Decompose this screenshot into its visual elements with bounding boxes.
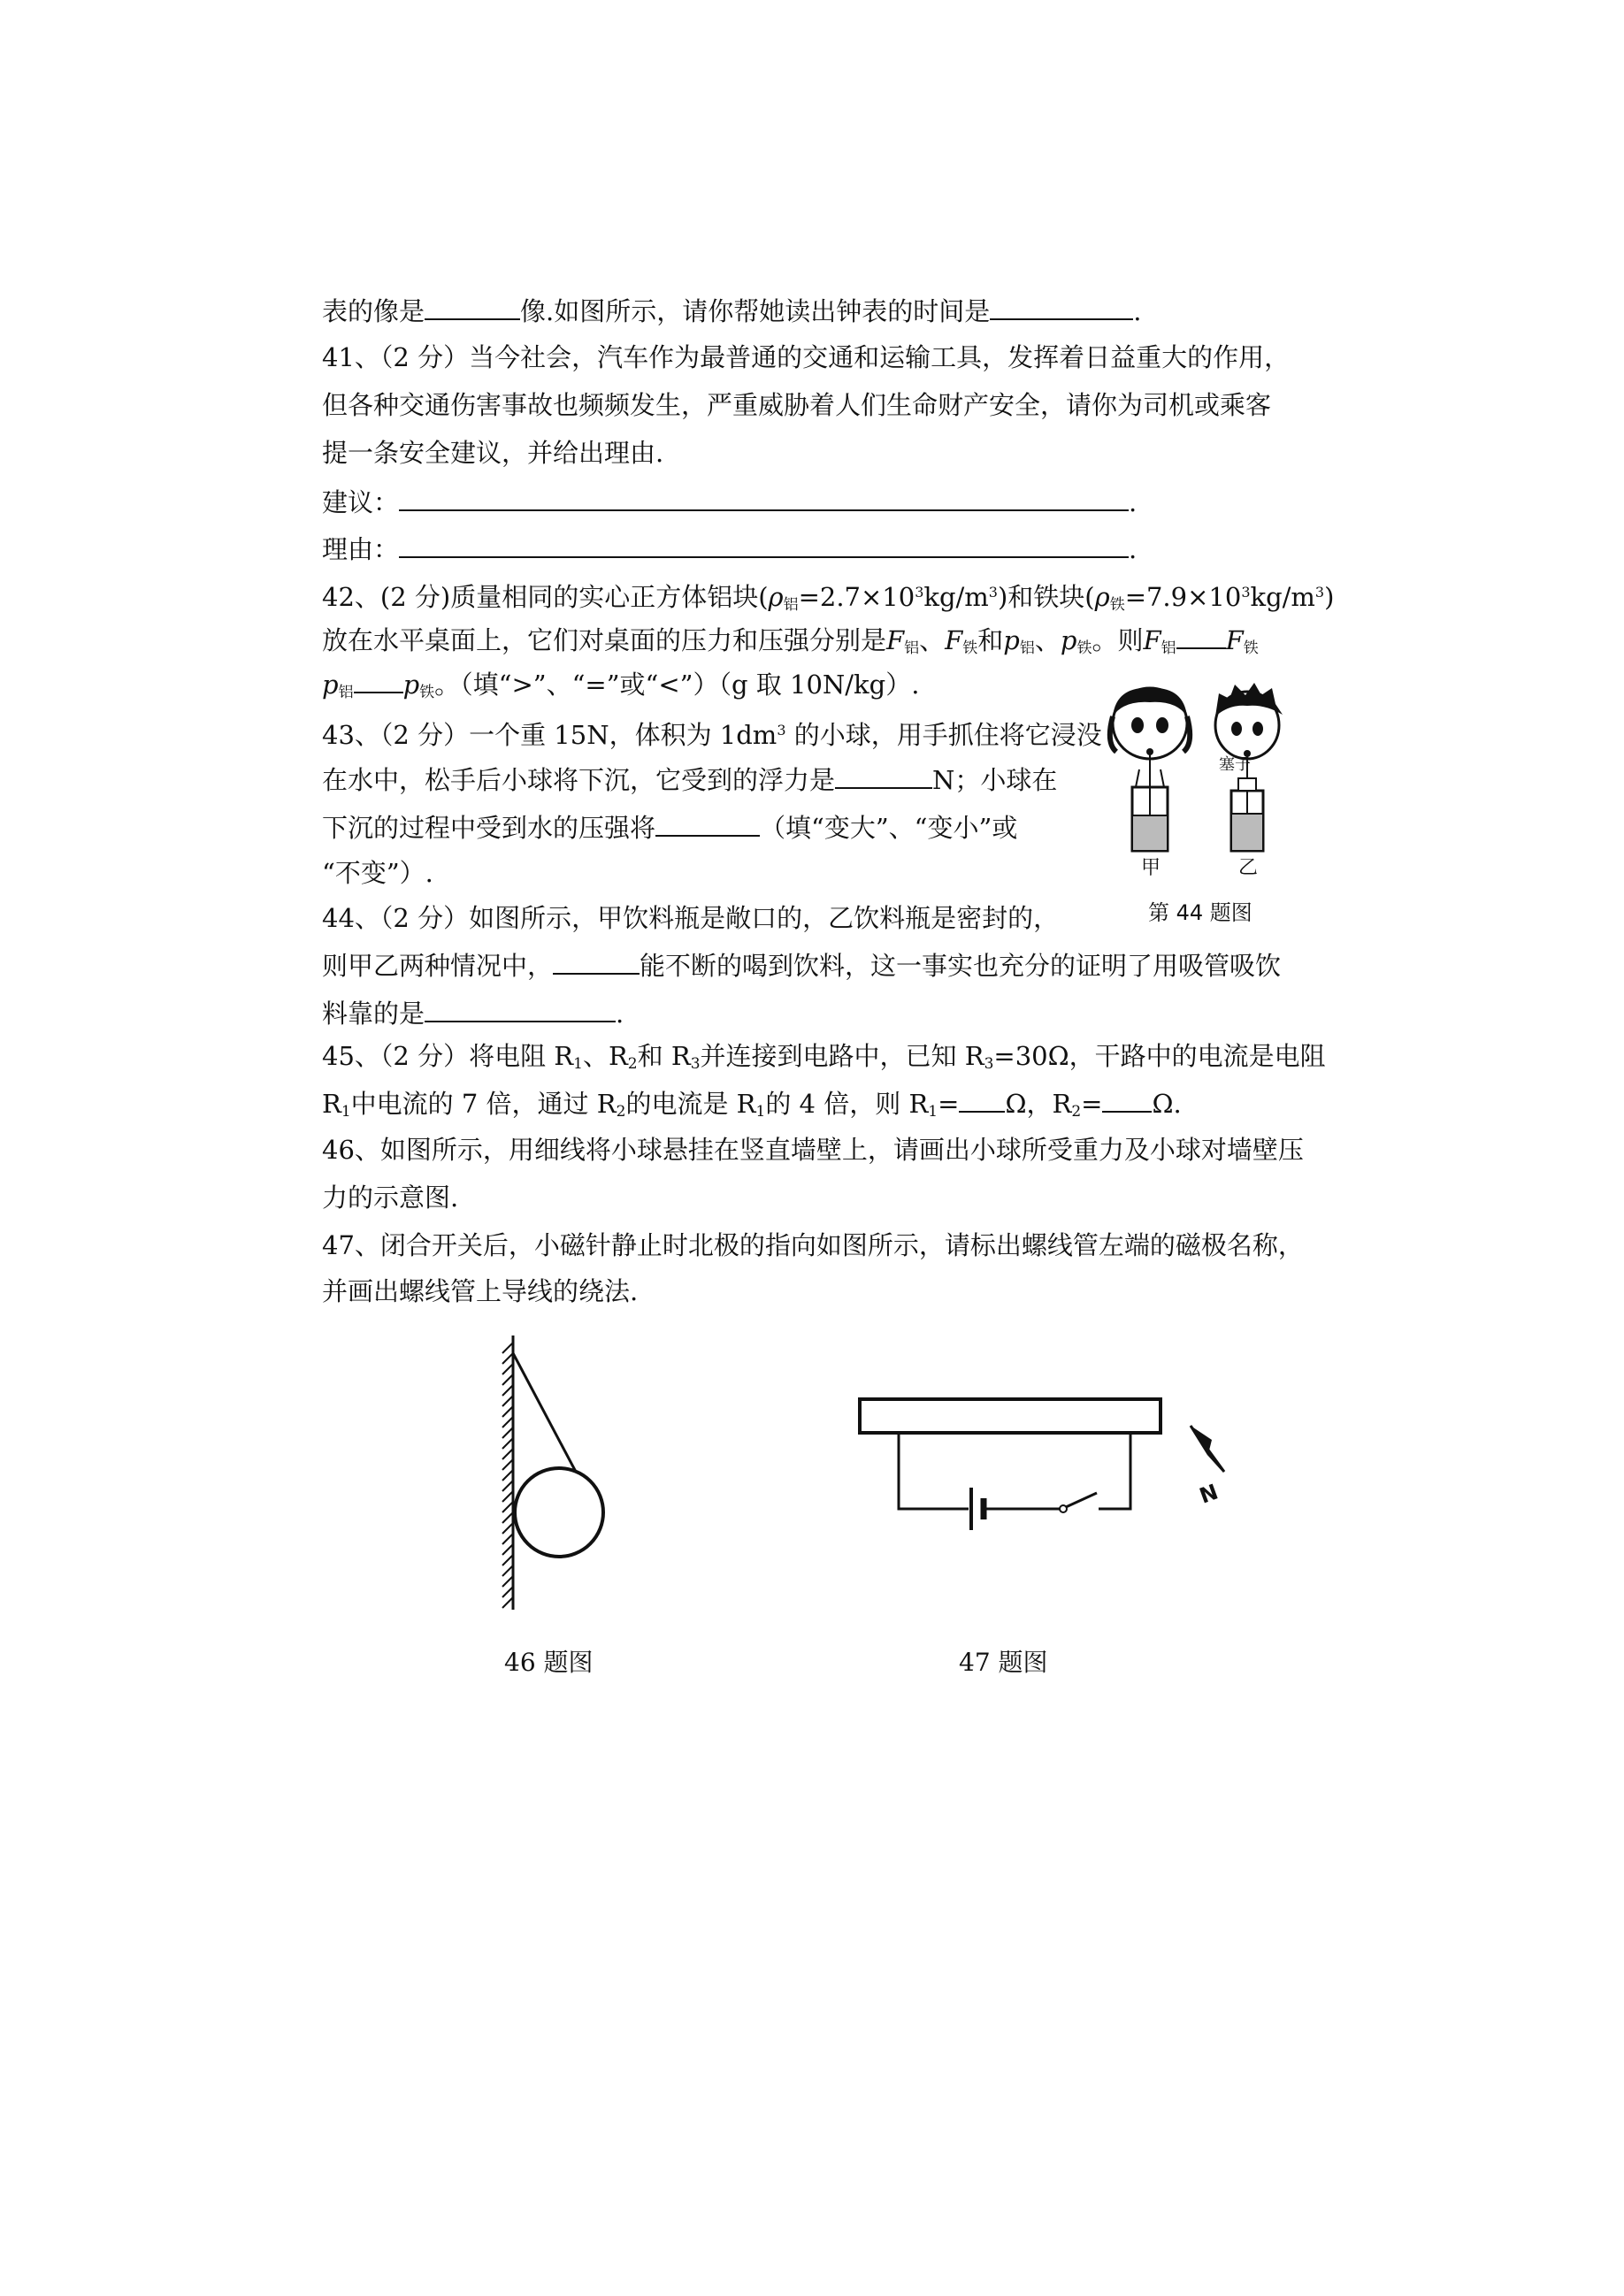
hatch-mark	[502, 1343, 513, 1353]
q44-line-3: 料靠的是 .	[322, 994, 624, 1031]
q44-figure	[1097, 681, 1300, 879]
blank[interactable]	[959, 1084, 1005, 1113]
q43-line-3: 下沉的过程中受到水的压强将 （填“变大”、“变小”或	[322, 808, 1017, 846]
hatch-mark	[502, 1512, 513, 1523]
hatch-mark	[502, 1438, 513, 1449]
hatch-mark	[502, 1470, 513, 1481]
wall-hatching	[502, 1343, 513, 1608]
hatch-mark	[502, 1364, 513, 1374]
blank[interactable]	[835, 761, 932, 789]
q45-line-1: 45、（2 分）将电阻 $R_1$、$R_2$和 $R_3$并连接到电路中，已知 $R_3=30\Omega$，干路中的电流是电阻	[322, 1041, 1326, 1073]
q46-figure	[478, 1327, 637, 1619]
q46-line-2: 力的示意图.	[322, 1182, 459, 1213]
hatch-mark	[502, 1459, 513, 1470]
q41-line-3: 提一条安全建议，并给出理由.	[322, 438, 664, 468]
circuit-wire	[899, 1433, 969, 1509]
hatch-mark	[502, 1481, 513, 1491]
hatch-mark	[502, 1597, 513, 1608]
hatch-mark	[502, 1555, 513, 1565]
q46-caption: 46 题图	[504, 1648, 594, 1677]
blank[interactable]	[1102, 1084, 1152, 1113]
q44-line-2: 则甲乙两种情况中， 能不断的喝到饮料，这一事实也充分的证明了用吸管吸饮	[322, 946, 1281, 983]
hatch-mark	[502, 1534, 513, 1544]
blank[interactable]	[553, 946, 640, 975]
q47-caption: 47 题图	[959, 1648, 1048, 1677]
q44-caption: 第 44 题图	[1148, 900, 1252, 925]
hatch-mark	[502, 1374, 513, 1385]
q42-line-1: 42、(2 分)质量相同的实心正方体铝块$(\rho_铝=2.7\times 10^3kg/m^3)$和铁块$(\rho_铁=7.9\times 10^3kg/m^3)$	[322, 582, 1335, 614]
suggestion-blank[interactable]	[399, 483, 1129, 511]
hatch-mark	[502, 1565, 513, 1576]
label-yi: 乙	[1238, 857, 1259, 879]
switch-lever	[1066, 1493, 1097, 1507]
q43-line-4: “不变”）.	[322, 858, 433, 888]
solenoid	[860, 1399, 1161, 1433]
q47-figure	[849, 1389, 1256, 1548]
hatch-mark	[502, 1523, 513, 1534]
q45-line-2: $R_1$中电流的 7 倍，通过 $R_2$的电流是 $R_1$的 4 倍，则 $R_1= \Omega$，$R_2= \Omega$.	[322, 1084, 1182, 1129]
string	[513, 1353, 577, 1473]
blank[interactable]	[425, 994, 616, 1022]
girl-drinking-figure	[1110, 688, 1190, 851]
q44-line-1: 44、（2 分）如图所示，甲饮料瓶是敞口的，乙饮料瓶是密封的，	[322, 903, 1060, 933]
blank[interactable]	[425, 292, 520, 320]
q41-line-1: 41、（2 分）当今社会，汽车作为最普通的交通和运输工具，发挥着日益重大的作用，	[322, 342, 1291, 372]
q46-line-1: 46、如图所示，用细线将小球悬挂在竖直墙壁上，请画出小球所受重力及小球对墙壁压	[322, 1135, 1304, 1165]
q42-line-3: $p_铝$ $p_铁$。（填“>”、“=”或“<”）（g 取 10N/kg）.	[322, 665, 919, 710]
hatch-mark	[502, 1587, 513, 1597]
q43-line-1: 43、（2 分）一个重 15N，体积为 $1dm^3$ 的小球，用手抓住将它浸没	[322, 720, 1102, 750]
q47-line-2: 并画出螺线管上导线的绕法.	[322, 1276, 639, 1306]
blank[interactable]	[655, 808, 760, 837]
hatch-mark	[502, 1417, 513, 1427]
q47-line-1: 47、闭合开关后，小磁针静止时北极的指向如图所示，请标出螺线管左端的磁极名称，	[322, 1230, 1304, 1260]
q41-reason: 理由： .	[322, 530, 1137, 567]
q43-line-2: 在水中，松手后小球将下沉，它受到的浮力是 N；小球在	[322, 761, 1057, 798]
blank[interactable]	[990, 292, 1133, 320]
blank[interactable]	[1176, 621, 1226, 649]
label-jia: 甲	[1141, 857, 1161, 879]
hatch-mark	[502, 1576, 513, 1587]
ball	[515, 1468, 603, 1557]
stopper-label: 塞子	[1219, 755, 1251, 774]
hatch-mark	[502, 1491, 513, 1502]
hatch-mark	[502, 1502, 513, 1512]
hatch-mark	[502, 1385, 513, 1396]
hatch-mark	[502, 1544, 513, 1555]
hatch-mark	[502, 1396, 513, 1406]
hatch-mark	[502, 1449, 513, 1459]
q41-line-2: 但各种交通伤害事故也频频发生，严重威胁着人们生命财产安全，请你为司机或乘客	[322, 390, 1272, 420]
reason-blank[interactable]	[399, 530, 1129, 558]
needle-north-label: N	[1196, 1479, 1222, 1509]
q41-suggestion: 建议： .	[322, 483, 1137, 520]
hatch-mark	[502, 1427, 513, 1438]
blank[interactable]	[354, 665, 403, 693]
q40-line: 表的像是 像.如图所示，请你帮她读出钟表的时间是 .	[322, 292, 1141, 329]
hatch-mark	[502, 1406, 513, 1417]
hatch-mark	[502, 1353, 513, 1364]
q42-line-2: 放在水平桌面上，它们对桌面的压力和压强分别是$F_铝$、$F_铁$和$p_铝$、$p_铁$。则$F_铝$ $F_铁$	[322, 621, 1259, 666]
